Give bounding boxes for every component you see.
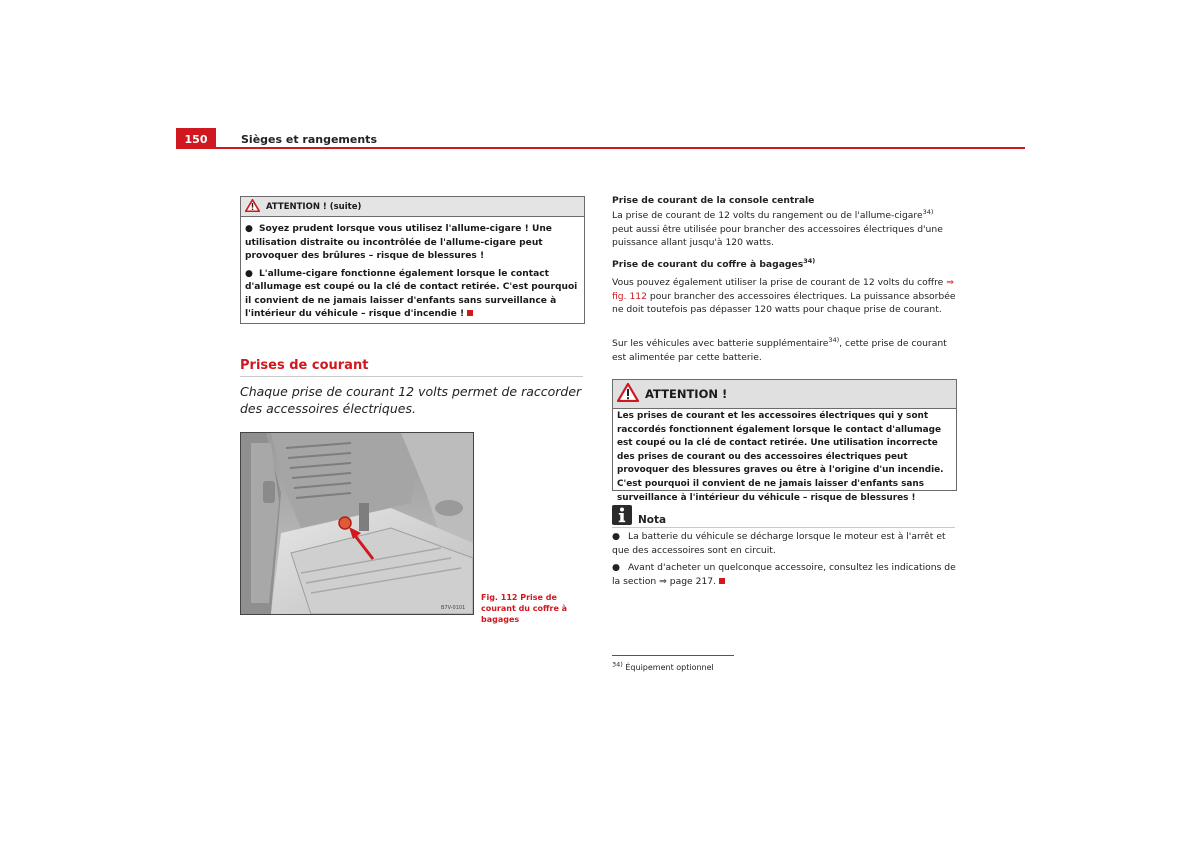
warning-triangle-icon [245, 199, 260, 215]
section-rule [240, 376, 583, 377]
section-title: Prises de courant [240, 358, 369, 373]
warning-box-continued [240, 196, 585, 324]
running-title: Sièges et rangements [241, 133, 377, 146]
figure-reference-link[interactable]: ⇒ fig. 112 [612, 277, 954, 302]
warning-item-text: Soyez prudent lorsque vous utilisez l'allume-cigare ! Une utilisation distraite ou incontrôlée de l'allume-cigare peut provoquer des brûlures – risque de blessures ! [245, 224, 552, 261]
footnote-rule [612, 655, 734, 656]
warning-body [241, 217, 584, 322]
paragraph-trunk-outlet [612, 276, 957, 317]
note-title: Nota [638, 514, 667, 526]
info-icon [612, 505, 632, 525]
warning-header [613, 380, 956, 409]
note-item [612, 561, 957, 588]
paragraph-text: peut aussi être utilisée pour brancher des accessoires électriques d'une puissance allant jusqu'à 120 watts. [612, 223, 943, 249]
subheading-console-outlet: Prise de courant de la console centrale [612, 195, 815, 206]
paragraph-text: , cette prise de courant est alimentée par cette batterie. [612, 338, 947, 363]
bullet-icon: ● [612, 562, 621, 573]
note-item-text: La batterie du véhicule se décharge lorsque le moteur est à l'arrêt et que des accessoires sont en circuit. [612, 531, 946, 556]
paragraph-text: Vous pouvez également utiliser la prise de courant de 12 volts du coffre [612, 277, 947, 288]
figure-caption: Fig. 112 Prise de courant du coffre à bagages [481, 593, 568, 624]
footnote-ref: 34) [828, 335, 840, 344]
paragraph-battery [612, 337, 957, 364]
footnote-ref: 34) [803, 256, 816, 265]
warning-header [241, 197, 584, 217]
warning-box [612, 379, 957, 503]
warning-title: ATTENTION ! [645, 387, 728, 401]
bullet-icon: ● [245, 224, 253, 234]
paragraph-text: pour brancher des accessoires électriques. La puissance absorbée ne doit toutefois pas dépasser 120 watts pour chaque prise de courant. [612, 290, 956, 316]
paragraph-text: Sur les véhicules avec batterie supplémentaire [612, 338, 829, 349]
figure-code: B7V-0101 [441, 605, 466, 611]
paragraph-text: La prise de courant de 12 volts du rangement ou de l'allume-cigare [612, 210, 923, 221]
footnote-ref: 34) [922, 207, 934, 216]
subheading-text: Prise de courant du coffre à bagages [612, 259, 804, 270]
footnote-mark: 34) [612, 660, 623, 669]
paragraph-console-outlet [612, 209, 957, 250]
end-marker-icon [719, 578, 725, 584]
note-rule [612, 527, 955, 528]
warning-triangle-icon [617, 383, 639, 405]
bullet-icon: ● [245, 268, 253, 279]
end-marker-icon [467, 310, 473, 316]
section-intro: Chaque prise de courant 12 volts permet de raccorder des accessoires électriques. [240, 384, 582, 416]
warning-title: ATTENTION ! (suite) [266, 201, 362, 212]
footnote-text: Équipement optionnel [625, 663, 714, 672]
warning-body: Les prises de courant et les accessoires électriques qui y sont raccordés fonctionnent également lorsque le contact d'allumage est coupé ou la clé de contact retirée. Une utilisation incorrecte des prises de courant ou des accessoires électriques peut provoquer des blessures graves ou être à l'origine d'un incendie. C'est pourquoi il convient de ne jamais laisser d'enfants sans surveillance à l'intérieur du véhicule – risque de blessures ! [617, 411, 944, 503]
trunk-outlet-illustration [241, 433, 473, 614]
warning-item [245, 268, 580, 322]
note-item-text: Avant d'acheter un quelconque accessoire, consultez les indications de la section ⇒ page 217. [612, 562, 956, 587]
header-rule [176, 147, 1025, 149]
footnote [612, 660, 714, 672]
figure-112-image [240, 432, 474, 615]
warning-item-text: L'allume-cigare fonctionne également lorsque le contact d'allumage est coupé ou la clé de contact retirée. C'est pourquoi il convient de ne jamais laisser d'enfants sans surveillance à l'intérieur du véhicule – risque d'incendie ! [245, 268, 578, 319]
warning-item [245, 223, 580, 264]
bullet-icon: ● [612, 531, 621, 542]
page-number: 150 [176, 128, 216, 149]
note-item [612, 530, 957, 557]
subheading-trunk-outlet [612, 256, 816, 270]
